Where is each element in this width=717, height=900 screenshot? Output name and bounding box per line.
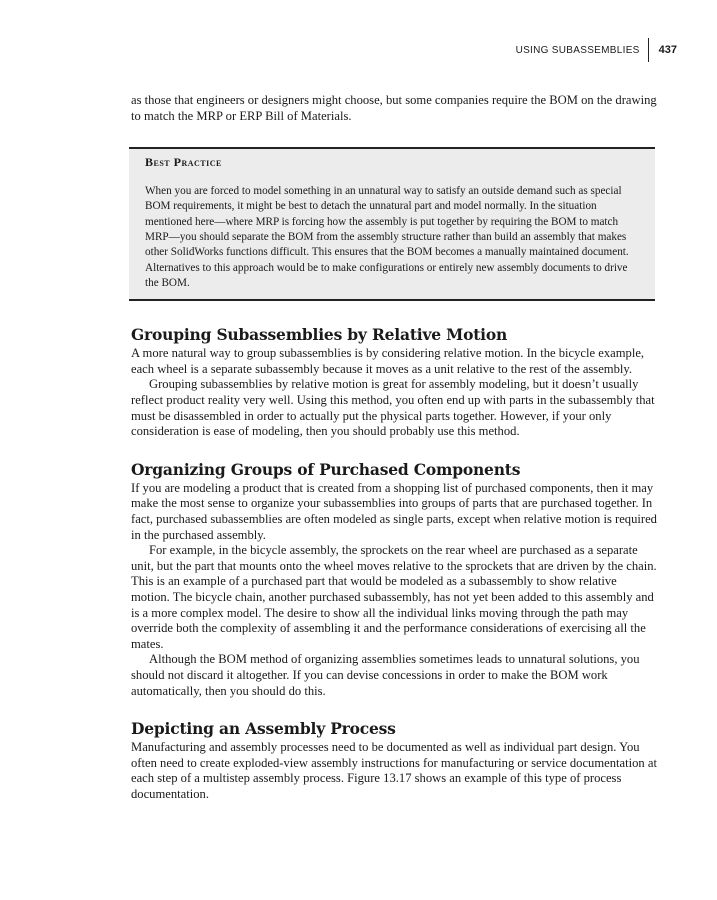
- running-head-title: USING SUBASSEMBLIES: [515, 44, 640, 56]
- intro-paragraph: as those that engineers or designers might choose, but some companies require the BOM on the drawing to match the MRP or ERP Bill of Materials.: [131, 93, 657, 123]
- page-number: 437: [658, 44, 677, 56]
- paragraph: For example, in the bicycle assembly, the sprockets on the rear wheel are purchased as a separate unit, but the part that mounts onto the wheel moves relative to the sprockets that are driven by the chain. This is an example of a purchased part that would be modeled as a subassembly to show relative motion. The bicycle chain, another purchased subassembly, has not yet been added to this assembly and is a more complex model. The desire to show all the individual links moving through the path may override both the complexity of assembling it and the performance considerations of exercising all the mates.: [131, 543, 657, 651]
- section-heading: Organizing Groups of Purchased Components: [131, 459, 521, 479]
- section-relative-motion: [131, 325, 657, 440]
- section-heading: Depicting an Assembly Process: [131, 719, 396, 739]
- paragraph: Although the BOM method of organizing assemblies sometimes leads to unnatural solutions, you should not discard it altogether. If you can devise concessions in order to make the BOM work automatically, then you should do this.: [131, 652, 640, 698]
- section-assembly-process: [131, 719, 657, 802]
- paragraph: Manufacturing and assembly processes need to be documented as well as individual part design. You often need to create exploded-view assembly instructions for manufacturing or service documentation at each step of a multistep assembly process. Figure 13.17 shows an example of this type of process documentation.: [131, 740, 657, 801]
- paragraph: Grouping subassemblies by relative motion is great for assembly modeling, but it doesn’t usually reflect product reality very well. Using this method, you often end up with parts in the subassembly that must be disassembled in order to actually put the physical parts together. However, if your only consideration is ease of modeling, then you should probably use this method.: [131, 377, 655, 439]
- page-body: [131, 93, 657, 823]
- best-practice-body: When you are forced to model something in an unnatural way to satisfy an outside demand such as special BOM requirements, it might be best to detach the unnatural part and model normally. In the situation mentioned here—where MRP is forcing how the assembly is put together by requiring the BOM to match MRP—you should separate the BOM from the assembly structure rather than build an assembly that makes other SolidWorks functions difficult. This ensures that the BOM becomes a manually maintained document. Alternatives to this approach would be to make configurations or entirely new assembly documents to drive the BOM.: [145, 185, 629, 289]
- section-purchased-components: [131, 460, 657, 699]
- paragraph: If you are modeling a product that is created from a shopping list of purchased components, then it may make the most sense to organize your subassemblies into groups of parts that are purchased together. In fact, purchased subassemblies are often modeled as single parts, except when relative motion is required in the purchased assembly.: [131, 480, 657, 542]
- paragraph: A more natural way to group subassemblies is by considering relative motion. In the bicycle example, each wheel is a separate subassembly because it moves as a unit relative to the rest of the assembly.: [131, 346, 645, 376]
- best-practice-title: Best Practice: [145, 155, 222, 170]
- best-practice-box: [129, 147, 655, 301]
- running-head: [516, 38, 677, 62]
- section-heading: Grouping Subassemblies by Relative Motion: [131, 325, 508, 345]
